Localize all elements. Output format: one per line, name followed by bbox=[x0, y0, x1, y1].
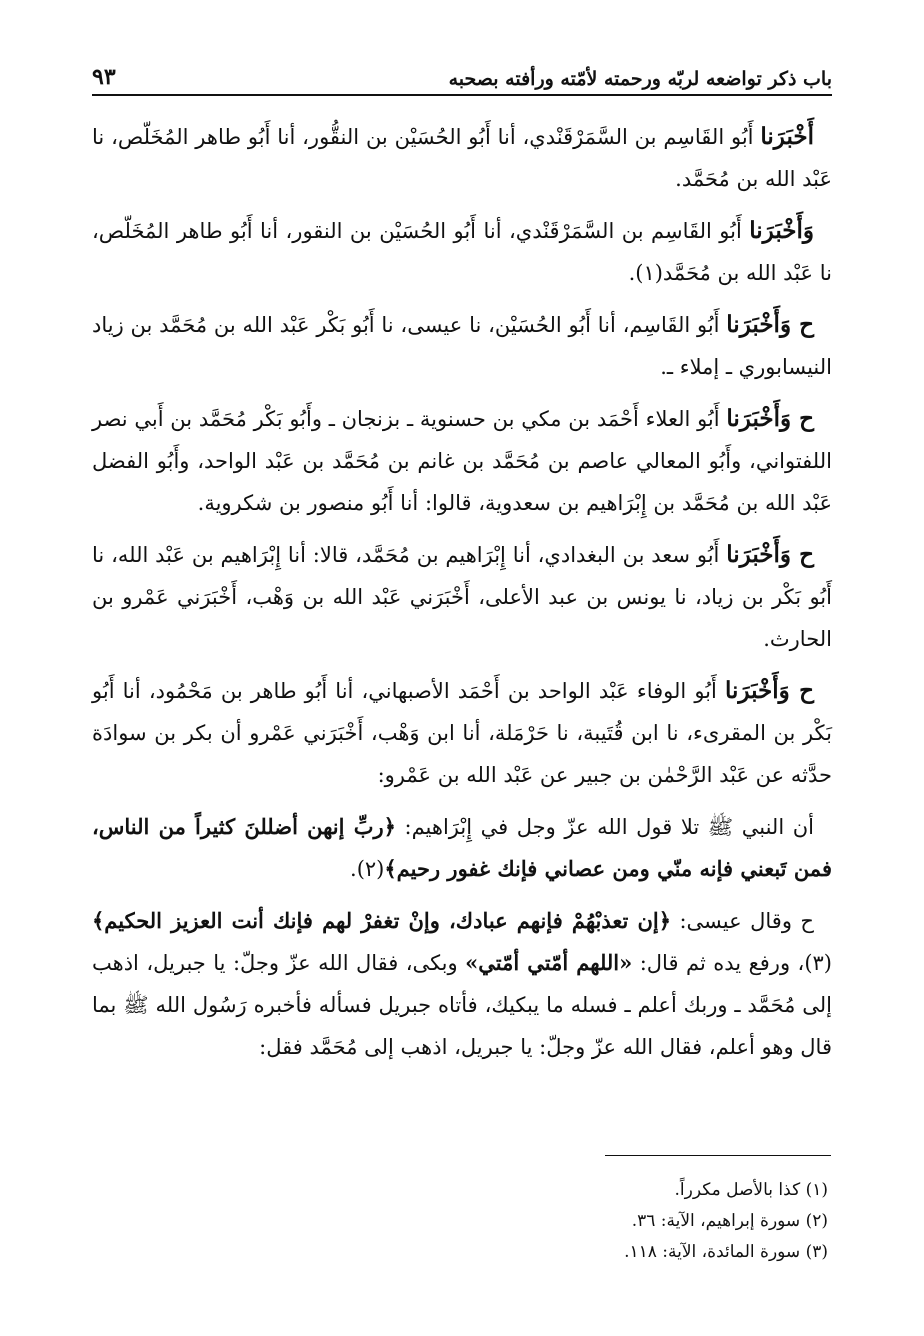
prophet-supplication: «اللهم أمّتي أمّتي» bbox=[465, 950, 633, 975]
footnote-2: (٢) سورة إبراهيم، الآية: ٣٦. bbox=[631, 1211, 828, 1231]
isnad-text: أَبُو القَاسِم بن السَّمَرْقَنْدي، أنا أَبُو الحُسَيْن بن النقُّور، أنا أَبُو طاهر المُخَلّص، نا عَبْد الله بن مُحَمَّد. bbox=[92, 125, 832, 191]
running-title: باب ذكر تواضعه لربّه ورحمته لأمّته ورأفته بصحبه bbox=[448, 68, 832, 90]
main-text bbox=[92, 116, 832, 1078]
quran-quote: ﴿ربِّ إنهن أضللنَ كثيراً من الناس، فمن تَبعني فإنه منّي ومن عصاني فإنك غفور رحيم﴾ bbox=[92, 814, 832, 881]
footnote-3: (٣) سورة المائدة، الآية: ١١٨. bbox=[624, 1242, 828, 1262]
isnad-paragraph-3 bbox=[92, 304, 832, 388]
isnad-lead: ح وَأَخْبَرَنا bbox=[724, 677, 815, 704]
hadith-matn-paragraph bbox=[92, 806, 832, 890]
footnote-divider bbox=[605, 1155, 831, 1156]
isnad-paragraph-5 bbox=[92, 534, 832, 660]
isnad-lead: ح وَأَخْبَرَنا bbox=[726, 541, 814, 568]
isnad-paragraph-6 bbox=[92, 670, 832, 796]
isnad-lead: ح وَأَخْبَرَنا bbox=[726, 311, 814, 338]
matn-text: وبكى، فقال الله عزّ وجلّ: يا جبريل، اذهب إلى مُحَمَّد ـ وربك أعلم ـ فسله ما يبكيك، فأتاه جبريل فسأله فأخبره رَسُول الله ﷺ بما قال وهو أعلم، فقال الله عزّ وجلّ: يا جبريل، اذهب إلى مُحَمَّد فقل: bbox=[92, 951, 832, 1059]
isnad-text: أَبُو العلاء أَحْمَد بن مكي بن حسنوية ـ بزنجان ـ وأَبُو بَكْر مُحَمَّد بن أَبي نصر اللفتواني، وأَبُو المعالي عاصم بن مُحَمَّد بن غانم بن مُحَمَّد بن عَبْد الواحد، وأَبُو الفضل عَبْد الله بن مُحَمَّد بن إِبْرَاهيم بن سعدوية، قالوا: أنا أَبُو منصور بن شكروية. bbox=[92, 407, 832, 515]
isnad-paragraph-1 bbox=[92, 116, 832, 200]
isnad-text: أَبُو القَاسِم، أنا أَبُو الحُسَيْن، نا عيسى، نا أَبُو بَكْر عَبْد الله بن مُحَمَّد بن زياد النيسابوري ـ إملاء ـ. bbox=[92, 313, 832, 379]
isnad-paragraph-2 bbox=[92, 210, 832, 294]
isa-narration-paragraph bbox=[92, 900, 832, 1068]
quran-quote: ﴿إن تعذبْهُمْ فإنهم عبادك، وإنْ تغفرْ لهم فإنك أنت العزيز الحكيم﴾ bbox=[92, 908, 672, 933]
page-number: ٩٣ bbox=[92, 64, 116, 90]
footnotes bbox=[92, 1175, 832, 1268]
matn-text: ح وقال عيسى: bbox=[671, 909, 814, 933]
isnad-paragraph-4 bbox=[92, 398, 832, 524]
isnad-lead: وَأَخْبَرَنا bbox=[749, 217, 814, 244]
footnote-ref: (٢). bbox=[350, 857, 385, 881]
isnad-text: أَبُو سعد بن البغدادي، أنا إِبْرَاهيم بن مُحَمَّد، قالا: أنا إِبْرَاهيم بن عَبْد الله، نا أَبُو بَكْر بن زياد، نا يونس بن عبد الأعلى، أَخْبَرَني عَبْد الله بن وَهْب، أَخْبَرَني عَمْرو بن الحارث. bbox=[92, 543, 832, 651]
page-header bbox=[92, 58, 832, 96]
isnad-text: أَبُو القَاسِم بن السَّمَرْقَنْدي، أنا أَبُو الحُسَيْن بن النقور، أنا أَبُو طاهر المُخَلّص، نا عَبْد الله بن مُحَمَّد(١). bbox=[92, 219, 832, 285]
matn-text: (٣)، ورفع يده ثم قال: bbox=[632, 951, 832, 975]
matn-text: أن النبي ﷺ تلا قول الله عزّ وجل في إِبْرَاهيم: bbox=[395, 815, 814, 839]
footnote-1: (١) كذا بالأصل مكرراً. bbox=[674, 1180, 828, 1200]
isnad-lead: ح وَأَخْبَرَنا bbox=[726, 405, 815, 432]
isnad-text: أَبُو الوفاء عَبْد الواحد بن أَحْمَد الأصبهاني، أنا أَبُو طاهر بن مَحْمُود، أنا أَبُو بَكْر بن المقرىء، نا ابن قُتَيبة، نا حَرْمَلة، أنا ابن وَهْب، أَخْبَرَني عَمْرو أن بكر بن سوادَة حدَّثه عن عَبْد الرَّحْمٰن بن جبير عن عَبْد الله بن عَمْرو: bbox=[92, 679, 832, 787]
isnad-lead: أَخْبَرَنا bbox=[760, 123, 814, 150]
